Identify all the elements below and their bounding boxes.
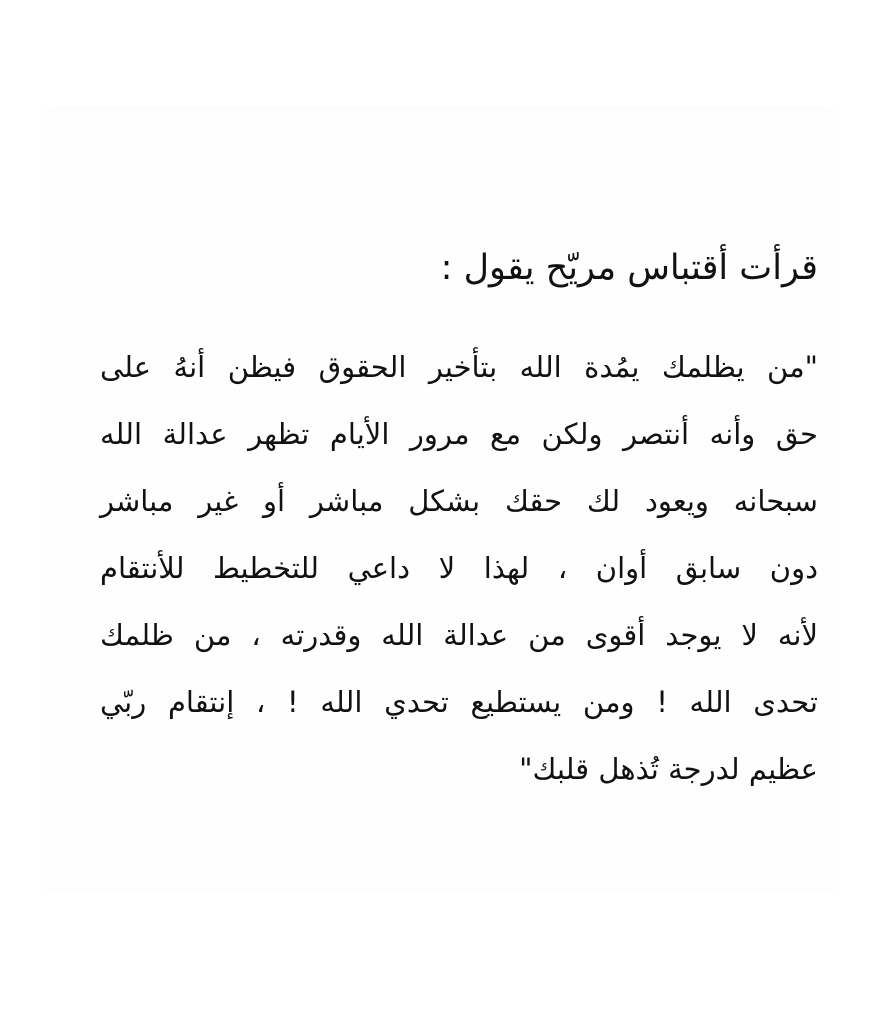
- quote-line: سبحانه ويعود لك حقك بشكل مباشر أو غير مباشر: [100, 484, 818, 518]
- quote-line: لأنه لا يوجد أقوى من عدالة الله وقدرته ، من ظلمك: [100, 618, 818, 652]
- quote-line: دون سابق أوان ، لهذا لا داعي للتخطيط للأنتقام: [100, 551, 818, 585]
- quote-line: تحدى الله ! ومن يستطيع تحدي الله ! ، إنتقام ربّي: [100, 685, 818, 719]
- quote-body: [100, 334, 818, 803]
- quote-content: [100, 238, 818, 803]
- quote-line: حق وأنه أنتصر ولكن مع مرور الأيام تظهر عدالة الله: [100, 417, 818, 451]
- quote-line: "من يظلمك يمُدة الله بتأخير الحقوق فيظن أنهُ على: [100, 350, 818, 384]
- quote-heading: قرأت أقتباس مريّح يقول :: [440, 248, 818, 288]
- quote-line: عظيم لدرجة تُذهل قلبك": [519, 752, 818, 786]
